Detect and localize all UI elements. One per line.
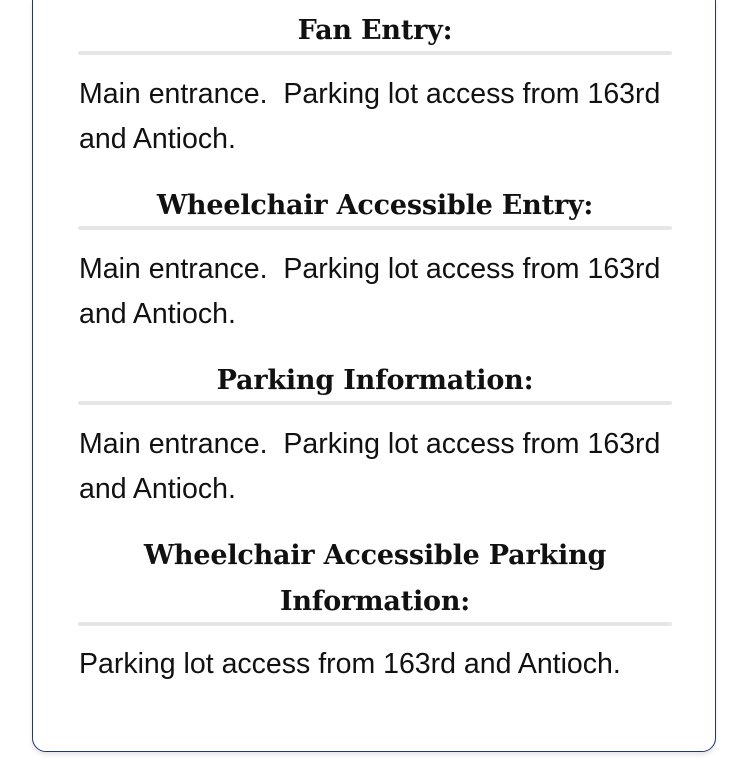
wheelchair-entry-heading: Wheelchair Accessible Entry: — [156, 190, 594, 221]
fan-entry-heading: Fan Entry: — [297, 15, 453, 46]
parking-info-divider — [78, 401, 672, 405]
wheelchair-parking-heading: Wheelchair Accessible Parking Information: — [143, 540, 607, 617]
fan-entry-divider — [78, 51, 672, 55]
wheelchair-parking-text: Parking lot access from 163rd and Antioch. — [79, 648, 621, 680]
wheelchair-parking-divider — [78, 622, 672, 626]
parking-info-text: Main entrance. Parking lot access from 163rd and Antioch. — [79, 428, 669, 505]
parking-info-heading: Parking Information: — [216, 365, 534, 396]
wheelchair-entry-divider — [78, 226, 672, 230]
fan-entry-text: Main entrance. Parking lot access from 163rd and Antioch. — [79, 78, 669, 155]
wheelchair-entry-text: Main entrance. Parking lot access from 163rd and Antioch. — [79, 253, 669, 330]
